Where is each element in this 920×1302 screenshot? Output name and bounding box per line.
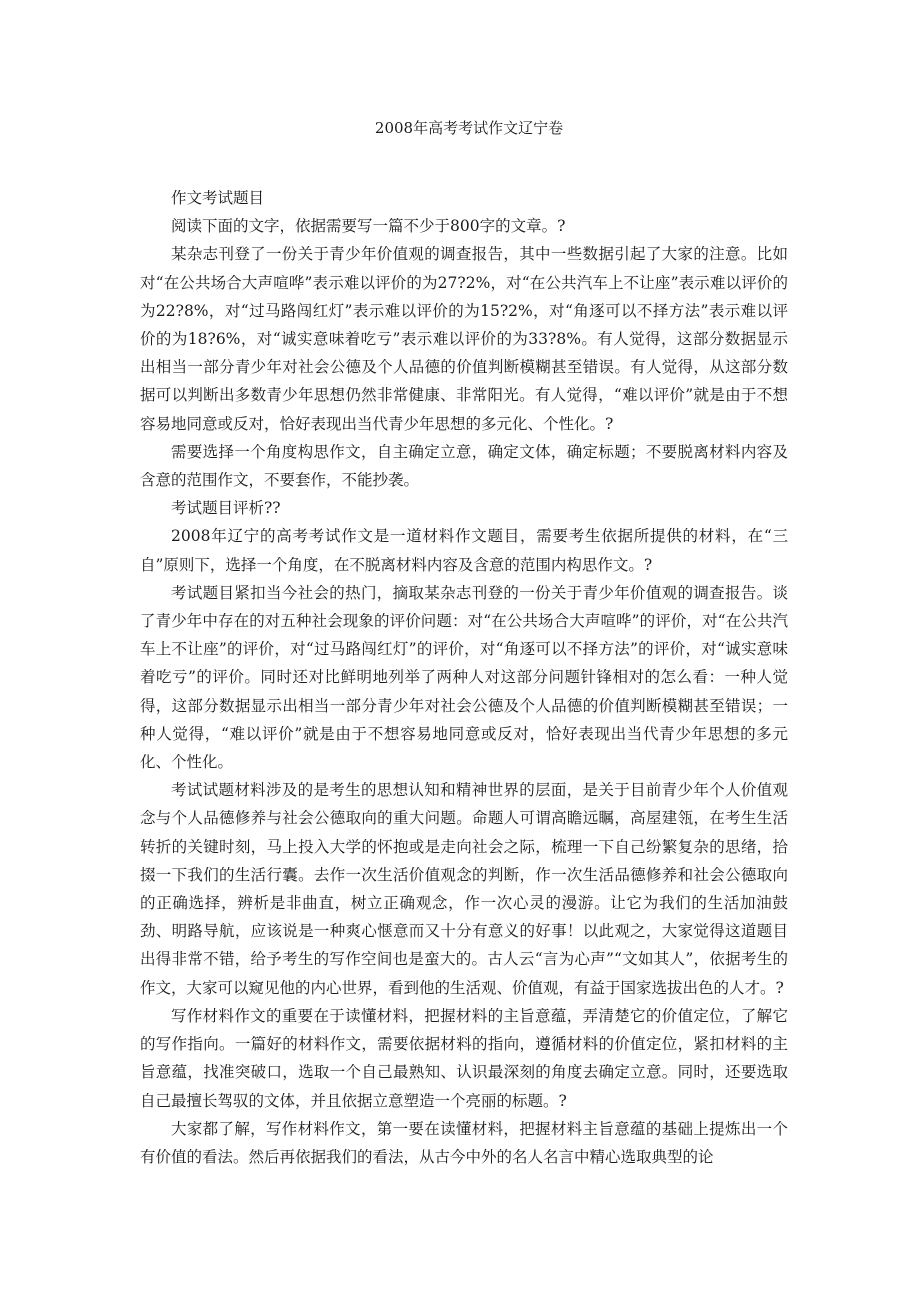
paragraph-analysis-1: 2008年辽宁的高考考试作文是一道材料作文题目，需要考生依据所提供的材料，在“三自”原则下，选择一个角度，在不脱离材料内容及含意的范围内构思作文。? — [140, 527, 788, 574]
paragraph-material: 某杂志刊登了一份关于青少年价值观的调查报告，其中一些数据引起了大家的注意。比如对“在公共场合大声喧哗”表示难以评价的为27?2%，对“在公共汽车上不让座”表示难以评价的为22?8%，对“过马路闯红灯”表示难以评价的为15?2%，对“角逐可以不择方法”表示难以评价的为18?6%，对“诚实意味着吃亏”表示难以评价的为33?8%。有人觉得，这部分数据显示出相当一部分青少年对社会公德及个人品德的价值判断模糊甚至错误。有人觉得，从这部分数据可以判断出多数青少年思想仍然非常健康、非常阳光。有人觉得，“难以评价”就是由于不想容易地同意或反对，恰好表现出当代青少年思想的多元化、个性化。? — [140, 245, 788, 433]
paragraph-analysis-heading: 考试题目评析?? — [171, 499, 281, 518]
paragraph-analysis-3: 考试试题材料涉及的是考生的思想认知和精神世界的层面，是关于目前青少年个人价值观念与个人品德修养与社会公德取向的重大问题。命题人可谓高瞻远瞩，高屋建瓴，在考生生活转折的关键时刻，马上投入大学的怀抱或是走向社会之际，梳理一下自己纷繁复杂的思绪，拾掇一下我们的生活行囊。去作一次生活价值观念的判断，作一次生活品德修养和社会公德取向的正确选择，辨析是非曲直，树立正确观念，作一次心灵的漫游。让它为我们的生活加油鼓劲、明路导航，应该说是一种爽心惬意而又十分有意义的好事！以此观之，大家觉得这道题目出得非常不错，给予考生的写作空间也是蛮大的。古人云“言为心声”“文如其人”，依据考生的作文，大家可以窥见他的内心世界，看到他的生活观、价值观，有益于国家选拔出色的人才。? — [140, 781, 788, 997]
document-title: 2008年高考考试作文辽宁卷 — [374, 119, 564, 137]
paragraph-requirements: 需要选择一个角度构思作文，自主确定立意，确定文体，确定标题；不要脱离材料内容及含意的范围作文，不要套作，不能抄袭。 — [140, 442, 788, 490]
paragraph-analysis-5: 大家都了解，写作材料作文，第一要在读懂材料，把握材料主旨意蕴的基础上提炼出一个有价值的看法。然后再依据我们的看法，从古今中外的名人名言中精心选取典型的论 — [140, 1119, 788, 1166]
paragraph-section-heading: 作文考试题目 — [171, 189, 265, 207]
paragraph-analysis-2: 考试题目紧扣当今社会的热门，摘取某杂志刊登的一份关于青少年价值观的调查报告。谈了青少年中存在的对五种社会现象的评价问题：对“在公共场合大声喧哗”的评价，对“在公共汽车上不让座”的评价，对“过马路闯红灯”的评价，对“角逐可以不择方法”的评价，对“诚实意味着吃亏”的评价。同时还对比鲜明地列举了两种人对这部分问题针锋相对的怎么看：一种人觉得，这部分数据显示出相当一部分青少年对社会公德及个人品德的价值判断模糊甚至错误；一种人觉得，“难以评价”就是由于不想容易地同意或反对，恰好表现出当代青少年思想的多元化、个性化。 — [140, 583, 788, 772]
paragraph-analysis-4: 写作材料作文的重要在于读懂材料，把握材料的主旨意蕴，弄清楚它的价值定位，了解它的写作指向。一篇好的材料作文，需要依据材料的指向，遵循材料的价值定位，紧扣材料的主旨意蕴，找准突破口，选取一个自己最熟知、认识最深刻的角度去确定立意。同时，还要选取自己最擅长驾驭的文体，并且依据立意塑造一个亮丽的标题。? — [140, 1006, 788, 1110]
paragraph-instruction: 阅读下面的文字，依据需要写一篇不少于800字的文章。? — [171, 217, 566, 236]
